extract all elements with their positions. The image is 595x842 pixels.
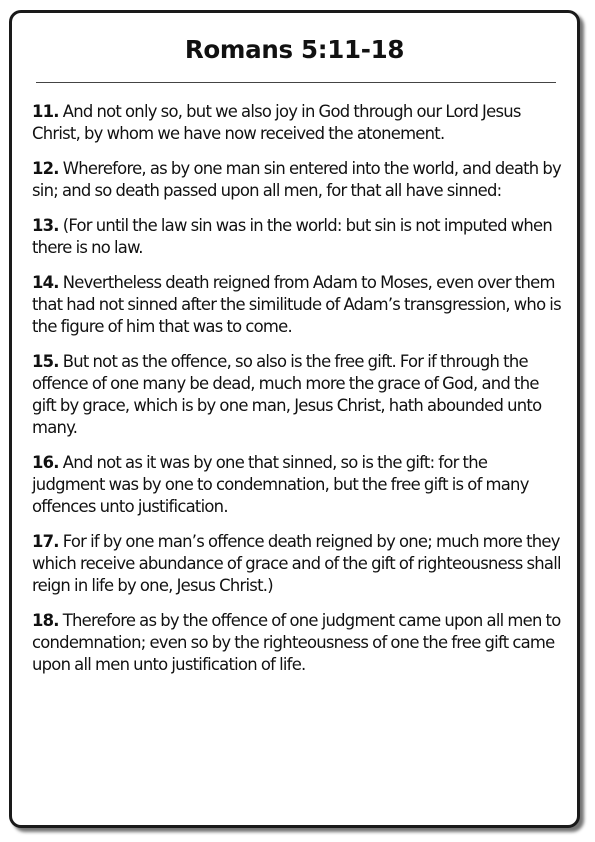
verse-12 — [32, 158, 563, 202]
verse-11 — [32, 101, 563, 145]
verse-16 — [32, 452, 563, 518]
verse-text: Wherefore, as by one man sin entered into the world, and death by sin; and so death passed upon all men, for that all have sinned: — [32, 159, 561, 200]
verse-number: 14. — [32, 273, 59, 292]
verse-13 — [32, 215, 563, 259]
verse-text: For if by one man’s offence death reigned by one; much more they which receive abundance of grace and of the gift of righteousness shall reign in life by one, Jesus Christ.) — [32, 532, 561, 595]
verse-list — [32, 101, 563, 689]
verse-text: (For until the law sin was in the world: but sin is not imputed when there is no law. — [32, 216, 553, 257]
verse-text: And not as it was by one that sinned, so is the gift: for the judgment was by one to condemnation, but the free gift is of many offences unto justification. — [32, 453, 529, 516]
verse-18 — [32, 610, 563, 676]
verse-number: 13. — [32, 216, 59, 235]
verse-number: 17. — [32, 532, 59, 551]
verse-text: Nevertheless death reigned from Adam to Moses, even over them that had not sinned after the similitude of Adam’s transgression, who is the figure of him that was to come. — [32, 273, 561, 336]
verse-text: And not only so, but we also joy in God through our Lord Jesus Christ, by whom we have now received the atonement. — [32, 102, 521, 143]
verse-text: Therefore as by the offence of one judgment came upon all men to condemnation; even so by the righteousness of one the free gift came upon all men unto justification of life. — [32, 611, 561, 674]
verse-text: But not as the offence, so also is the free gift. For if through the offence of one many be dead, much more the grace of God, and the gift by grace, which is by one man, Jesus Christ, hath abounded unto many. — [32, 352, 542, 437]
verse-number: 16. — [32, 453, 59, 472]
verse-number: 11. — [32, 102, 59, 121]
passage-card — [9, 10, 580, 828]
verse-17 — [32, 531, 563, 597]
verse-number: 18. — [32, 611, 59, 630]
verse-number: 15. — [32, 352, 59, 371]
title-divider — [36, 82, 556, 83]
verse-15 — [32, 351, 563, 439]
verse-14 — [32, 272, 563, 338]
verse-number: 12. — [32, 159, 59, 178]
passage-title: Romans 5:11-18 — [184, 35, 405, 64]
